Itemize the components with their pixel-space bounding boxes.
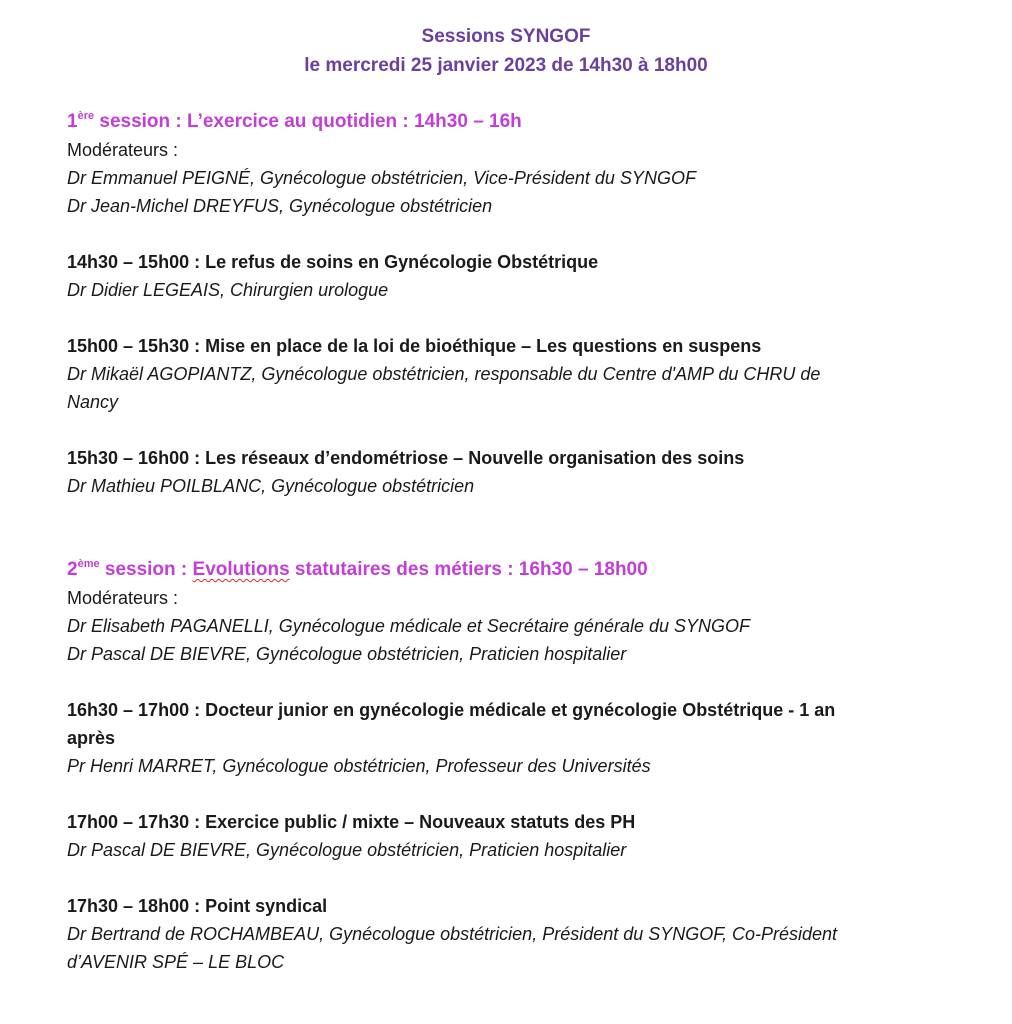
header-title: Sessions SYNGOF <box>421 26 591 47</box>
talk-title: 14h30 – 15h00 : Le refus de soins en Gynécologie Obstétrique <box>67 252 599 272</box>
moderator: Dr Pascal DE BIEVRE, Gynécologue obstétricien, Praticien hospitalier <box>67 644 627 664</box>
moderator: Dr Jean-Michel DREYFUS, Gynécologue obstétricien <box>67 196 493 216</box>
speaker-line: d’AVENIR SPÉ – LE BLOC <box>67 952 285 972</box>
session-1-title <box>67 108 967 136</box>
spacer <box>67 668 967 696</box>
speaker-line: Nancy <box>67 392 119 412</box>
talk-speaker: Dr Pascal DE BIEVRE, Gynécologue obstétricien, Praticien hospitalier <box>67 840 627 860</box>
spacer <box>67 500 967 556</box>
talk-title: 17h00 – 17h30 : Exercice public / mixte – Nouveaux statuts des PH <box>67 812 636 832</box>
moderators-label: Modérateurs : <box>67 140 179 160</box>
spacer <box>67 864 967 892</box>
speaker-line: Dr Mikaël AGOPIANTZ, Gynécologue obstétricien, responsable du Centre d'AMP du CHRU de <box>67 364 821 384</box>
talk-title: 15h00 – 15h30 : Mise en place de la loi de bioéthique – Les questions en suspens <box>67 336 762 356</box>
talk-speaker: Dr Didier LEGEAIS, Chirurgien urologue <box>67 280 389 300</box>
ordinal-suffix: ème <box>77 558 100 570</box>
moderator: Dr Elisabeth PAGANELLI, Gynécologue médicale et Secrétaire générale du SYNGOF <box>67 616 751 636</box>
session-title-text: statutaires des métiers : 16h30 – 18h00 <box>289 559 648 580</box>
spacer <box>67 304 967 332</box>
session-number: 1 <box>67 111 78 132</box>
talk-speaker <box>67 920 967 976</box>
talk-speaker: Pr Henri MARRET, Gynécologue obstétricien, Professeur des Universités <box>67 756 651 776</box>
talk-title: 17h30 – 18h00 : Point syndical <box>67 896 328 916</box>
session-number: 2 <box>67 559 78 580</box>
session-title-text: session : L’exercice au quotidien : 14h30 – 16h <box>94 111 522 132</box>
header-date: le mercredi 25 janvier 2023 de 14h30 à 18h00 <box>304 55 708 76</box>
spacer <box>67 416 967 444</box>
spacer <box>67 220 967 248</box>
document-header <box>0 22 1012 80</box>
session-2-title <box>67 556 967 584</box>
speaker-line: Dr Bertrand de ROCHAMBEAU, Gynécologue obstétricien, Président du SYNGOF, Co-Président <box>67 924 838 944</box>
session-2 <box>67 556 967 976</box>
spacer <box>67 780 967 808</box>
talk-title <box>67 696 967 752</box>
title-line: après <box>67 728 116 748</box>
ordinal-suffix: ère <box>77 110 95 122</box>
session-title-text: session : <box>99 559 193 580</box>
talk-speaker <box>67 360 967 416</box>
session-1 <box>67 108 967 500</box>
spellcheck-underlined-word[interactable]: Evolutions <box>192 559 290 580</box>
moderators-label: Modérateurs : <box>67 588 179 608</box>
spacer <box>67 80 967 108</box>
talk-speaker: Dr Mathieu POILBLANC, Gynécologue obstétricien <box>67 476 475 496</box>
moderator: Dr Emmanuel PEIGNÉ, Gynécologue obstétricien, Vice-Président du SYNGOF <box>67 168 696 188</box>
title-line: 16h30 – 17h00 : Docteur junior en gynécologie médicale et gynécologie Obstétrique - 1 an <box>67 700 836 720</box>
document-page <box>67 22 967 976</box>
talk-title: 15h30 – 16h00 : Les réseaux d’endométriose – Nouvelle organisation des soins <box>67 448 745 468</box>
